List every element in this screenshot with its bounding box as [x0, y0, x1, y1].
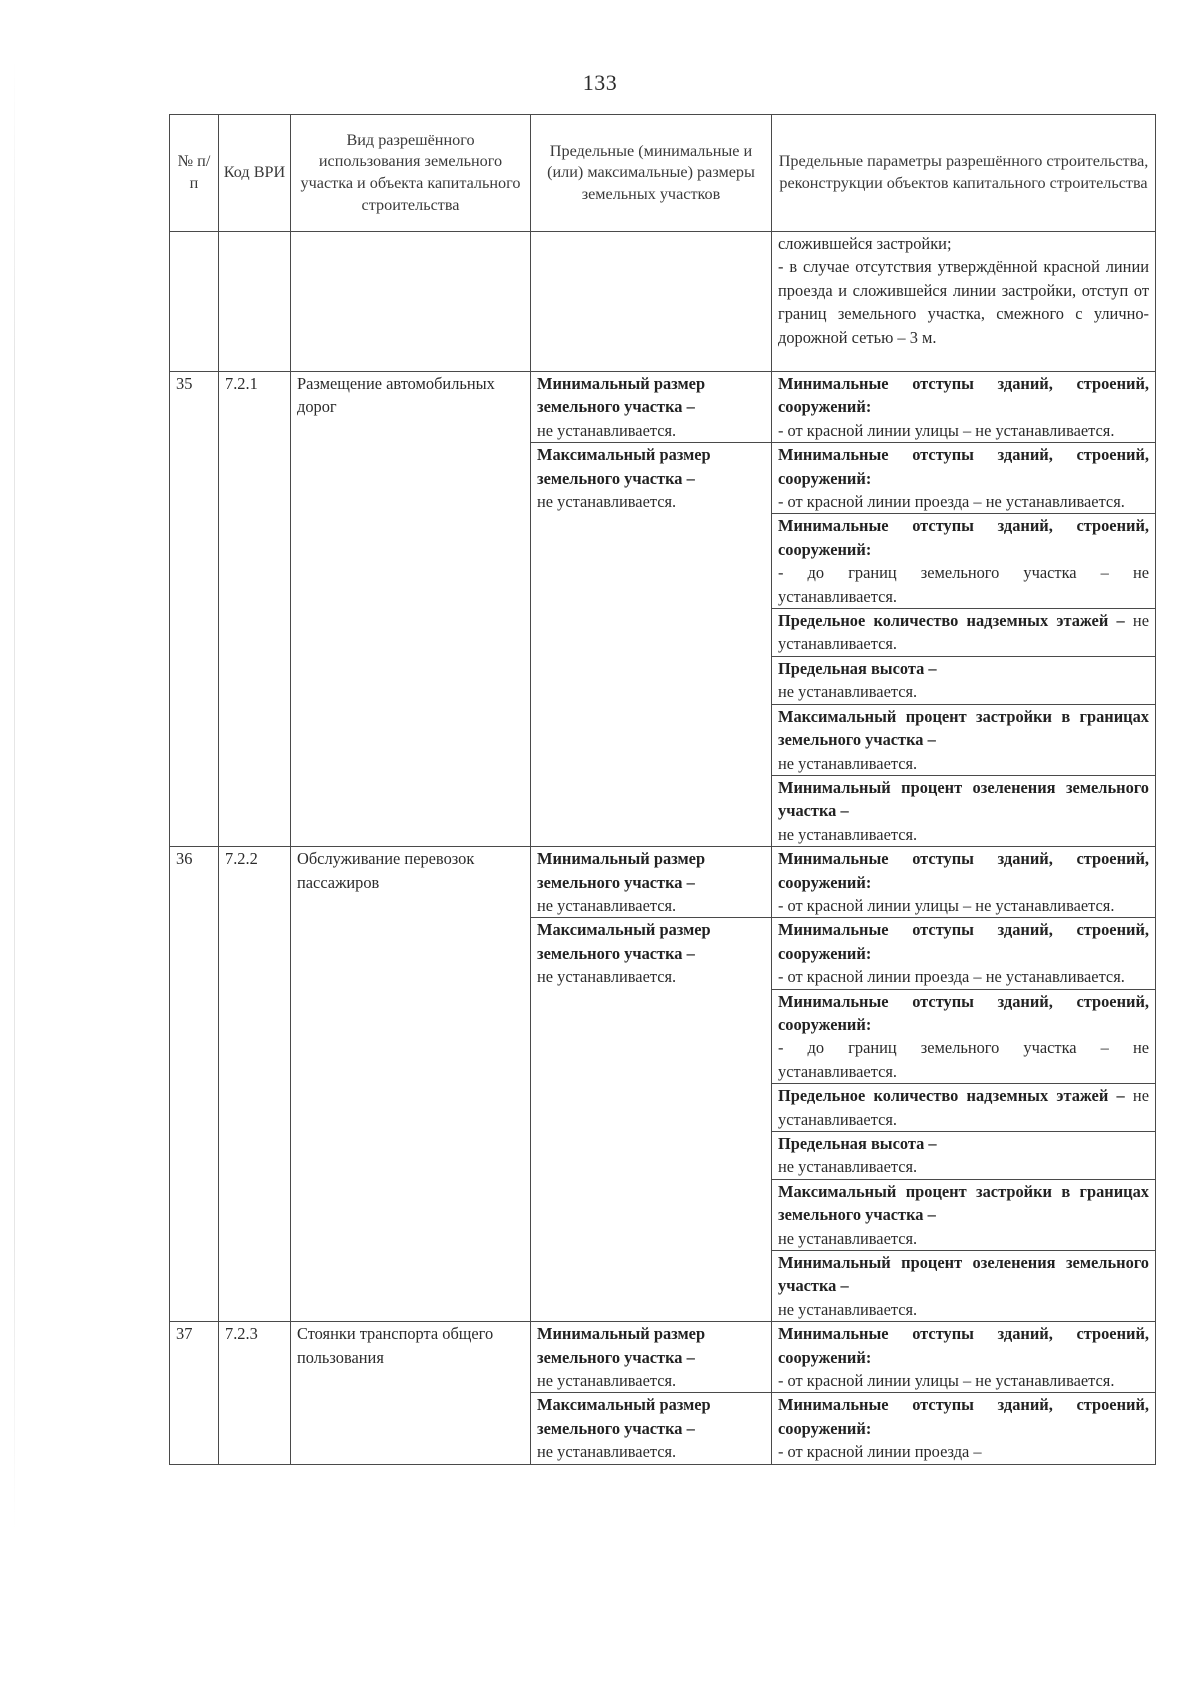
param-title: Минимальный процент озеленения земельного участка –: [778, 1253, 1149, 1296]
param-title: Предельная высота –: [778, 658, 937, 678]
param-cell: [772, 609, 1156, 657]
param-title: Минимальные отступы зданий, строений, сооружений:: [778, 849, 1149, 892]
param-text: - от красной линии улицы – не устанавливается.: [778, 895, 1115, 915]
row-number: 37: [170, 1322, 219, 1464]
param-text: - до границ земельного участка – не устанавливается.: [778, 563, 1149, 606]
param-title: Минимальный процент озеленения земельного участка –: [778, 777, 1149, 821]
min-size-cell: [531, 1322, 772, 1393]
param-cell: [772, 1251, 1156, 1322]
param-text: не устанавливается.: [778, 682, 918, 702]
param-cell: [772, 775, 1156, 846]
param-cell: [772, 656, 1156, 704]
min-size-value: не устанавливается.: [537, 420, 677, 440]
param-text: - от красной линии улицы – не устанавливается.: [778, 1371, 1115, 1391]
continuation-num-cell: [170, 232, 219, 372]
min-size-title: Минимальный размер земельного участка –: [537, 1324, 706, 1367]
header-kind: Вид разрешённого использования земельного участка и объекта капитального строительства: [291, 115, 531, 232]
continuation-row: [170, 232, 1156, 372]
row-code: 7.2.2: [219, 847, 291, 1322]
min-size-cell: [531, 847, 772, 918]
param-text: не устанавливается.: [778, 824, 918, 844]
max-size-title: Максимальный размер земельного участка –: [537, 1395, 711, 1438]
param-title: Минимальные отступы зданий, строений, сооружений:: [778, 374, 1149, 417]
param-text: - от красной линии улицы – не устанавливается.: [778, 420, 1115, 440]
param-title: Минимальные отступы зданий, строений, сооружений:: [778, 991, 1149, 1034]
param-cell: [772, 443, 1156, 514]
param-cell: [772, 1132, 1156, 1180]
max-size-cell: [531, 1393, 772, 1464]
row-code: 7.2.1: [219, 372, 291, 847]
continuation-line2: - в случае отсутствия утверждённой красной линии проезда и сложившейся линии застройки, отступ от границ земельного участка, смежного с улично-дорожной сетью – 3 м.: [778, 257, 1149, 347]
param-cell: [772, 989, 1156, 1084]
param-cell: [772, 1322, 1156, 1393]
param-title: Минимальные отступы зданий, строений, сооружений:: [778, 920, 1149, 963]
max-size-value: не устанавливается.: [537, 967, 677, 987]
param-cell: [772, 1179, 1156, 1250]
row-name: Стоянки транспорта общего пользования: [291, 1322, 531, 1464]
row-number: 36: [170, 847, 219, 1322]
param-title: Предельная высота –: [778, 1134, 937, 1153]
row-name: Размещение автомобильных дорог: [291, 372, 531, 847]
param-text: не устанавливается.: [778, 611, 1149, 654]
min-size-value: не устанавливается.: [537, 1371, 677, 1391]
continuation-limits-cell: [531, 232, 772, 372]
param-text: не устанавливается.: [778, 1157, 918, 1177]
table-row-36: [170, 847, 1156, 918]
param-text: не устанавливается.: [778, 1299, 918, 1319]
max-size-title: Максимальный размер земельного участка –: [537, 445, 711, 488]
continuation-code-cell: [219, 232, 291, 372]
min-size-title: Минимальный размер земельного участка –: [537, 374, 706, 417]
max-size-title: Максимальный размер земельного участка –: [537, 920, 711, 963]
param-text: - от красной линии проезда – не устанавливается.: [778, 492, 1125, 512]
header-limits: Предельные (минимальные и (или) максимальные) размеры земельных участков: [531, 115, 772, 232]
continuation-name-cell: [291, 232, 531, 372]
param-cell: [772, 847, 1156, 918]
continuation-params-cell: [772, 232, 1156, 372]
param-title: Предельное количество надземных этажей –: [778, 611, 1125, 631]
param-text: - от красной линии проезда – не устанавливается.: [778, 967, 1125, 987]
row-code: 7.2.3: [219, 1322, 291, 1464]
scan-margin-line: [14, 60, 15, 1530]
param-title: Максимальный процент застройки в границах земельного участка –: [778, 706, 1149, 750]
row-number: 35: [170, 372, 219, 847]
param-text: не устанавливается.: [778, 1228, 918, 1248]
param-title: Минимальные отступы зданий, строений, сооружений:: [778, 445, 1149, 488]
min-size-cell: [531, 372, 772, 443]
param-text: - от красной линии проезда –: [778, 1442, 982, 1462]
table-header-row: [170, 115, 1156, 232]
max-size-cell: [531, 918, 772, 1322]
param-text: не устанавливается.: [778, 753, 918, 773]
max-size-cell: [531, 443, 772, 847]
param-cell: [772, 918, 1156, 989]
table-row-37: [170, 1322, 1156, 1393]
max-size-value: не устанавливается.: [537, 1442, 677, 1462]
header-params: Предельные параметры разрешённого строительства, реконструкции объектов капитального строительства: [772, 115, 1156, 232]
header-num: № п/п: [170, 115, 219, 232]
row-name: Обслуживание перевозок пассажиров: [291, 847, 531, 1322]
continuation-line1: сложившейся застройки;: [778, 234, 952, 253]
param-title: Минимальные отступы зданий, строений, сооружений:: [778, 1324, 1149, 1367]
param-text: не устанавливается.: [778, 1086, 1149, 1129]
header-code: Код ВРИ: [219, 115, 291, 232]
param-cell: [772, 704, 1156, 775]
param-cell: [772, 514, 1156, 609]
min-size-value: не устанавливается.: [537, 895, 677, 915]
param-text: - до границ земельного участка – не устанавливается.: [778, 1038, 1149, 1081]
page-number: 133: [582, 70, 618, 95]
table-row-35: [170, 372, 1156, 443]
max-size-value: не устанавливается.: [537, 492, 677, 512]
param-title: Предельное количество надземных этажей –: [778, 1086, 1125, 1106]
param-title: Максимальный процент застройки в границах земельного участка –: [778, 1181, 1149, 1225]
param-cell: [772, 1393, 1156, 1464]
param-title: Минимальные отступы зданий, строений, сооружений:: [778, 1395, 1149, 1438]
param-title: Минимальные отступы зданий, строений, сооружений:: [778, 516, 1149, 559]
vri-table: [169, 114, 1156, 1465]
param-cell: [772, 372, 1156, 443]
min-size-title: Минимальный размер земельного участка –: [537, 849, 706, 892]
param-cell: [772, 1084, 1156, 1132]
